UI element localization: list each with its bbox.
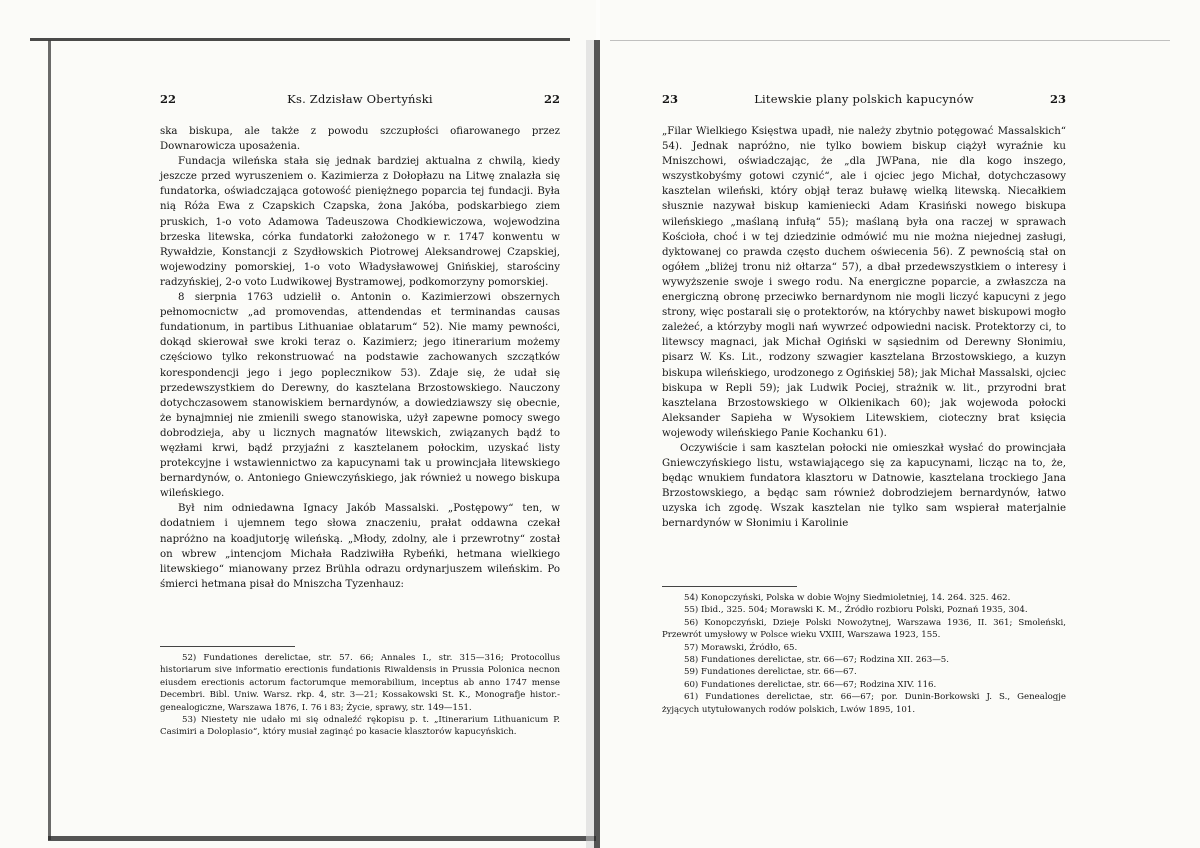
footnotes [160,652,560,739]
footnote: 54) Konopczyński, Polska w dobie Wojny Siedmioletniej, 14. 264. 325. 462. [684,593,1011,603]
scan-edge-top [30,38,570,41]
paragraph: ska biskupa, ale także z powodu szczupłości ofiarowanego przez Downarowicza uposażenia. [160,126,560,153]
paragraph: Fundacja wileńska stała się jednak bardziej aktualna z chwilą, kiedy jeszcze przed wyruszeniem o. Kazimierza z Dołopłazu na Litwę znalazła się fundatorka, oświadczająca gotowość pieniężnego poparcia tej fundacji. Była nią Róża Ewa z Czapskich Czapska, żona Jakóba, podskarbiego ziem pruskich, 1-o voto Adamowa Tadeuszowa Chodkiewiczowa, wojewodzina brzeska litewska, córka fundatorki założonego w r. 1747 konwentu w Rywałdzie, Konstancji z Szydłowskich Piotrowej Aleksandrowej Czapskiej, wojewodziny pomorskiej, 1-o voto Władysławowej Gnińskiej, starościny radzyńskiej, 2-o voto Ludwikowej Bystramowej, podkomorzyny pomorskiej. [160,156,560,288]
paragraph: Był nim odniedawna Ignacy Jakób Massalski. „Postępowy“ ten, w dodatniem i ujemnem tego słowa znaczeniu, prałat oddawna czekał napróżno na koadjutorję wileńską. „Młody, zdolny, ale i przewrotny“ został on wbrew „intencjom Michała Radziwiłła Rybeńki, hetmana wielkiego litewskiego“ mianowany przez Brühla odrazu ordynarjuszem wileńskim. Po śmierci hetmana pisał do Mniszcha Tyzenhauz: [160,503,560,590]
scan-edge-top [610,40,1170,41]
right-page [600,0,1200,848]
footnotes [662,592,1066,716]
footnote: 61) Fundationes derelictae, str. 66—67; por. Dunin-Borkowski J. S., Genealogje żyjących utytułowanych rodów polskich, Lwów 1895, 101. [662,692,1066,715]
scan-edge-left [48,40,51,840]
body-text [160,124,560,592]
footnote: 56) Konopczyński, Dzieje Polski Nowożytnej, Warszawa 1936, II. 361; Smoleński, Przewrót umysłowy w Polsce wieku VXIII, Warszawa 1923, 155. [662,617,1066,641]
page-number: 23 [662,92,679,106]
running-head-title: Litewskie plany polskich kapucynów [754,92,974,106]
gutter-shade [586,40,594,848]
page-number-right: 23 [1049,92,1066,106]
left-page [0,0,596,848]
footnote: 60) Fundationes derelictae, str. 66—67; Rodzina XIV. 116. [684,679,937,690]
page-number-right: 22 [543,92,560,106]
footnote: 52) Fundationes derelictae, str. 57. 66; Annales I., str. 315—316; Protocollus historiarum sive informatio erectionis fundationis Riwaldensis in Prussia Polonica necnon eiusdem erectionis actorum factorumque memorabilium, inceptus ab anno 1747 mense Decembri. Bibl. Uniw. Warsz. rkp. 4, str. 3—21; Kossakowski St. K., Monografje histor.-genealogiczne, Warszawa 1876, I. 76 i 83; Życie, sprawy, str. 149—151. [160,653,560,713]
page-number: 22 [160,92,177,106]
footnote: 59) Fundationes derelictae, str. 66—67. [684,667,857,678]
running-head-title: Ks. Zdzisław Obertyński [287,92,433,106]
paragraph: 8 sierpnia 1763 udzielił o. Antonin o. Kazimierzowi obszernych pełnomocnictw „ad promovendas, attendendas et terminandas causas fundationum, in partibus Lithuaniae oblatarum“ 52). Nie mamy pewności, dokąd skierował swe kroki teraz o. Kazimierz; jego itinerarium możemy częściowo tylko rekonstruować na podstawie zachowanych szczątków korespondencji jego i jego poplecznikow 53). Zdaje się, że udał się przedewszystkiem do Derewny, do kasztelana Brzostowskiego. Nauczony dotychczasowem stanowiskiem bernardynów, a dowiedziawszy się obecnie, że bynajmniej nie zmienili swego stanowiska, użył zapewne pomocy swego dobrodzieja, aby u licznych magnatów litewskich, związanych bądź to węzłami krwi, bądź przyjaźni z kasztelanem połockim, uzyskać listy protekcyjne i wstawiennictwo za kapucynami tak u prowincjała litewskiego bernardynów, o. Antoniego Gniewczyńskiego, jak również u nowego biskupa wileńskiego. [160,292,560,500]
footnote: 58) Fundationes derelictae, str. 66—67; Rodzina XII. 263—5. [684,655,949,666]
running-header [160,92,560,108]
footnote: 53) Niestety nie udało mi się odnaleźć rękopisu p. t. „Itinerarium Lithuanicum P. Casimiri a Doloplasio“, który musiał zaginąć po kasacie klasztorów kapucyńskich. [160,715,560,738]
footnote-rule [160,646,295,647]
scan-edge-bottom [48,836,596,841]
footnote: 55) Ibid., 325. 504; Morawski K. M., Źródło rozbioru Polski, Poznań 1935, 304. [684,605,1028,616]
body-text [662,124,1066,532]
paragraph: „Filar Wielkiego Księstwa upadł, nie należy zbytnio potęgować Massalskich“ 54). Jednak napróżno, nie tylko bowiem biskup ciążył wyraźnie ku Mniszchowi, oświadczając, że „dla JWPana, nie dla kogo inszego, wszystkobyśmy gotowi czynić“, ale i ojciec jego Michał, dotychczasowy kasztelan wileński, który objął teraz buławę wielką litewską. Niecałkiem słusznie nazywał biskup kamieniecki Adam Krasiński nowego biskupa wileńskiego „maślaną infułą“ 55); maślaną była ona raczej w sprawach Kościoła, choć i w tej dziedzinie odmówić mu nie można niejednej zasługi, dyktowanej co prawda często duchem oświecenia 56). Z pewnością stał on ogółem „bliżej tronu niż ołtarza“ 57), a dbał przedewszystkiem o interesy i wywyższenie swoje i swego rodu. Na energiczne poparcie, a zwłaszcza na energiczną obronę przeciwko bernardynom nie mogli liczyć kapucyni z jego strony, więc postarali się o protektorów, na którychby nawet biskupowi mogło zależeć, a którzyby mogli nań wywrzeć odpowiedni nacisk. Protektorzy ci, to litewscy magnaci, jak Michał Ogiński w sąsiednim od Derewny Słonimiu, pisarz W. Ks. Lit., rodzony szwagier kasztelana Brzostowskiego, a kuzyn biskupa wileńskiego, urodzonego z Ogińskiej 58); jak Michał Massalski, ojciec biskupa w Repli 59); jak Ludwik Pociej, strażnik w. lit., przyrodni brat kasztelana Brzostowskiego w Olkienikach 60); jak wojewoda połocki Aleksander Sapieha w Wysokiem Litewskiem, cioteczny brat księcia wojewody wileńskiego Panie Kochanku 61). [662,126,1066,439]
footnote: 57) Morawski, Źródło, 65. [684,642,798,653]
paragraph: Oczywiście i sam kasztelan połocki nie omieszkał wysłać do prowincjała Gniewczyńskiego listu, wstawiającego się za kapucynami, licząc na to, że, będąc wnukiem fundatora klasztoru w Datnowie, kasztelana trockiego Jana Brzostowskiego, a będąc sam również dobrodziejem bernardynów, łatwo uzyska ich zgodę. Wszak kasztelan nie tylko sam wspierał materjalnie bernardynów w Słonimiu i Karolinie [662,442,1066,530]
footnote-rule [662,586,797,587]
running-header [662,92,1066,108]
